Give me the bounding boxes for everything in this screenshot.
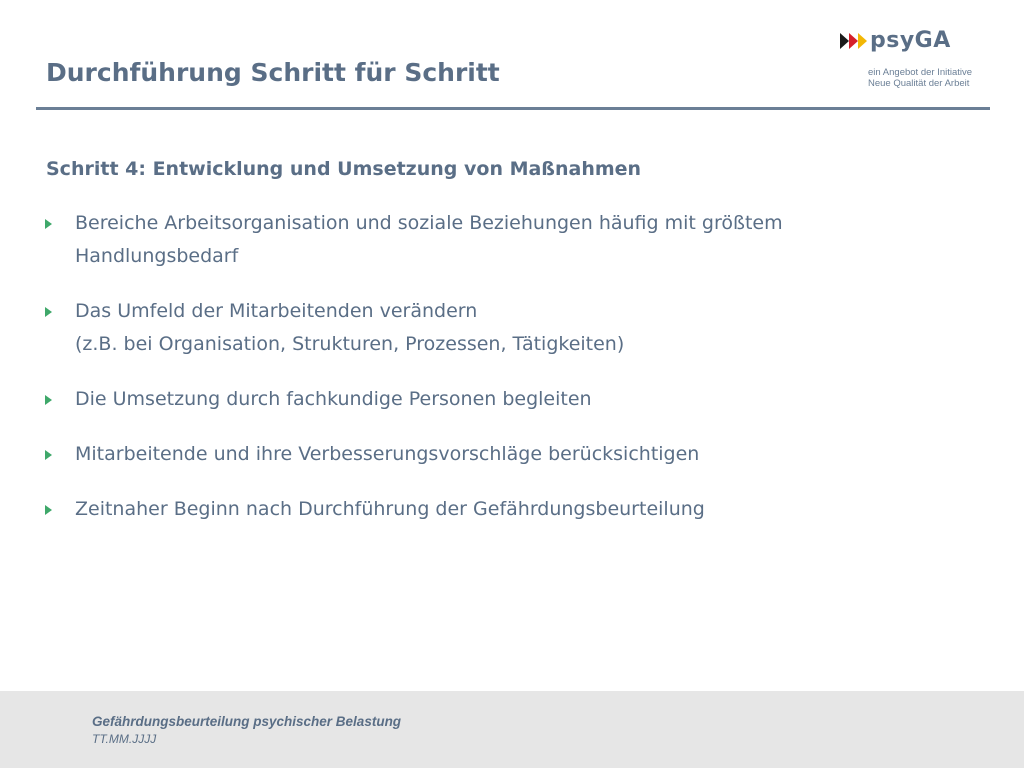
logo-tagline: Neue Qualität der Arbeit: [868, 78, 970, 89]
bullet-text: Zeitnaher Beginn nach Durchführung der Gefährdungsbeurteilung: [75, 498, 705, 520]
bullet-item: [44, 383, 924, 416]
bullet-text: (z.B. bei Organisation, Strukturen, Prozessen, Tätigkeiten): [75, 333, 625, 355]
bullet-item: [44, 438, 924, 471]
bullet-item: [44, 207, 924, 273]
bullet-text: Handlungsbedarf: [75, 245, 239, 267]
triangle-bullet-icon: [45, 219, 52, 229]
logo-tagline: ein Angebot der Initiative: [868, 67, 973, 78]
bullet-text: Mitarbeitende und ihre Verbesserungsvorschläge berücksichtigen: [75, 443, 700, 465]
bullet-text: Die Umsetzung durch fachkundige Personen begleiten: [75, 388, 592, 410]
bullet-text: Das Umfeld der Mitarbeitenden verändern: [75, 300, 478, 322]
triangle-bullet-icon: [45, 505, 52, 515]
footer-title: Gefährdungsbeurteilung psychischer Belastung: [92, 714, 402, 729]
triangle-bullet-icon: [45, 395, 52, 405]
bullet-item: [44, 295, 924, 361]
footer-date: TT.MM.JJJJ: [92, 732, 157, 746]
bullet-text: Bereiche Arbeitsorganisation und soziale Beziehungen häufig mit größtem: [75, 212, 783, 234]
bullet-list: [44, 207, 924, 548]
triangle-bullet-icon: [45, 450, 52, 460]
slide-title: Durchführung Schritt für Schritt: [46, 58, 500, 87]
bullet-item: [44, 493, 924, 526]
footer: [0, 691, 1024, 768]
title-divider: [36, 107, 990, 110]
triangle-bullet-icon: [45, 307, 52, 317]
section-heading: Schritt 4: Entwicklung und Umsetzung von Maßnahmen: [46, 158, 642, 180]
logo-wordmark: psyGA: [870, 28, 951, 53]
logo-arrows-icon: [840, 33, 872, 49]
psyga-logo: [838, 30, 988, 90]
